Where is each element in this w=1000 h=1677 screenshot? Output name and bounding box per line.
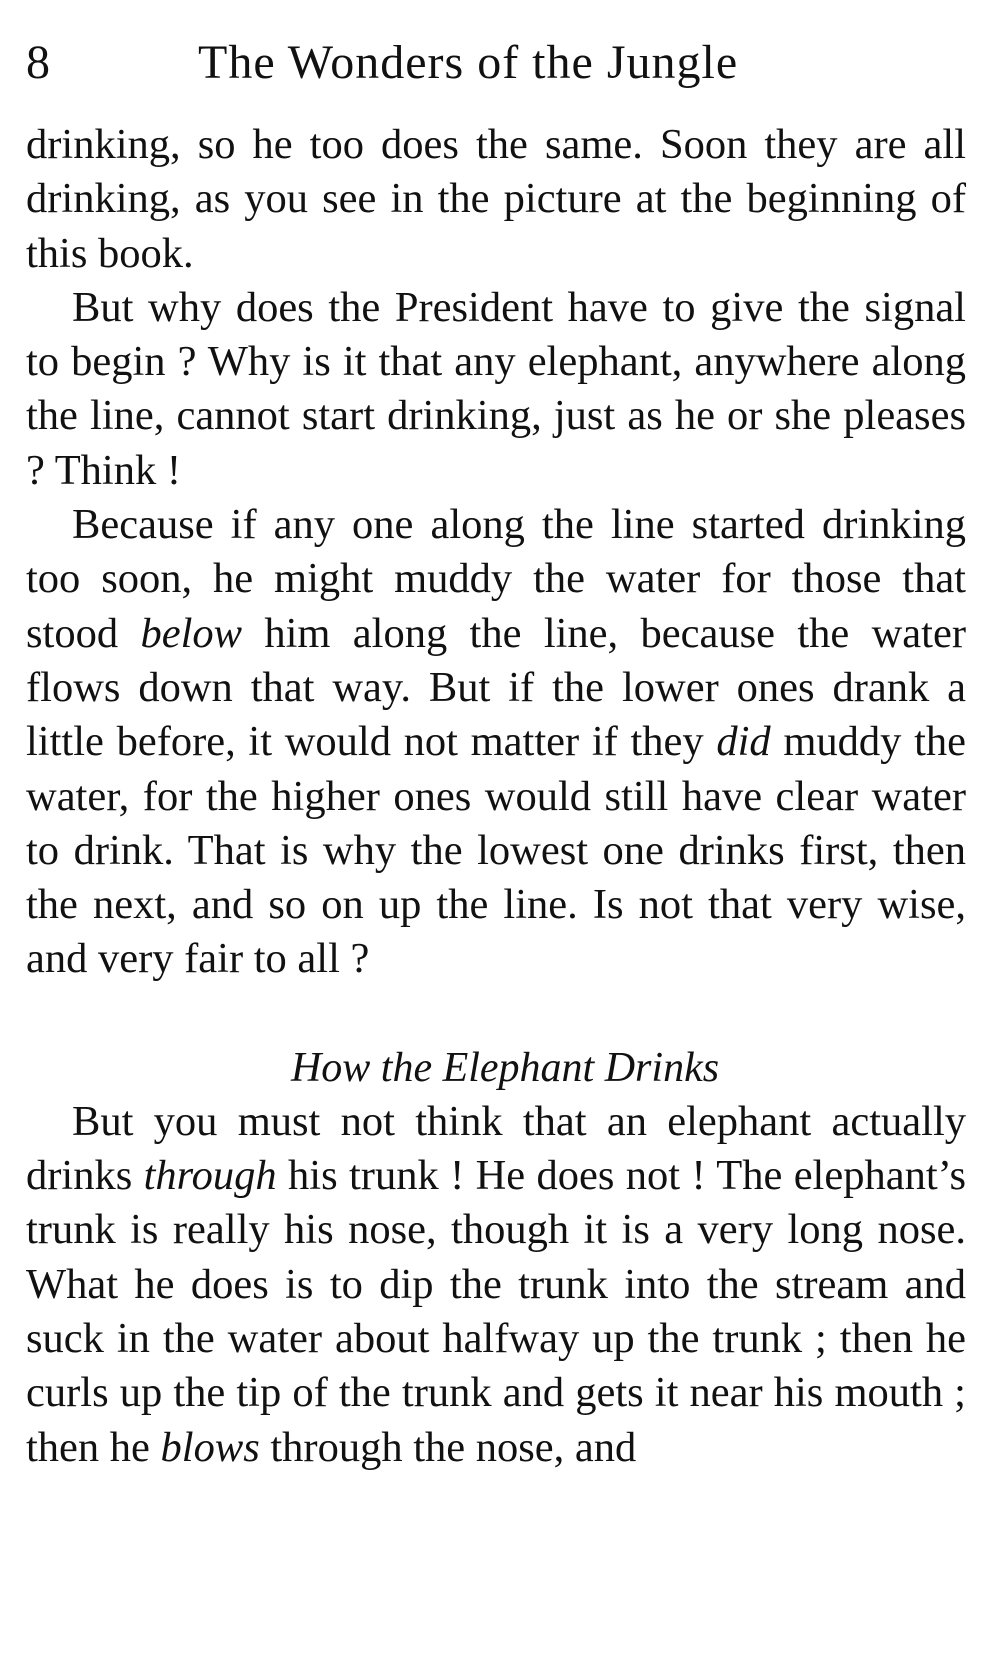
paragraph-text: But you must not think that an elephant actually drinks: [26, 1097, 966, 1200]
paragraph-text: him along the line, because the water flows down that way. But if the lower ones drank a little before, it would not matter if they: [26, 609, 966, 766]
section-heading: How the Elephant Drinks: [290, 1044, 720, 1091]
paragraph-president-signal: But why does the President have to give the signal to begin ? Why is it that any elephant, anywhere along the line, cannot start drinking, just as he or she pleases ? Think !: [26, 283, 966, 494]
page-number: 8: [26, 36, 50, 89]
italic-emphasis: through: [143, 1152, 277, 1200]
paragraph-text: through the nose, and: [259, 1423, 637, 1471]
body-text: [26, 118, 966, 1475]
paragraph-continued: drinking, so he too does the same. Soon they are all drinking, as you see in the picture at the beginning of this book.: [26, 121, 966, 277]
italic-emphasis: below: [140, 609, 242, 657]
paragraph-text: Because if any one along the line started drinking too soon, he might muddy the water for those that stood: [26, 501, 966, 657]
paragraph-how-elephant-drinks: [26, 1095, 966, 1475]
running-title: The Wonders of the Jungle: [198, 36, 739, 89]
running-head: [26, 28, 966, 98]
italic-emphasis: blows: [160, 1423, 260, 1471]
paragraph-text: his trunk ! He does not ! The elephant’s trunk is really his nose, though it is a very long nose. What he does is to dip the trunk into the stream and suck in the water about halfway up the trunk ; then he curls up the tip of the trunk and gets it near his mouth ; then he: [26, 1152, 966, 1471]
paragraph-text: muddy the water, for the higher ones would still have clear water to drink. That is why the lowest one drinks first, then the next, and so on up the line. Is not that very wise, and very fair to all ?: [26, 718, 967, 983]
italic-emphasis: did: [716, 718, 771, 766]
paragraph-muddy-water: [26, 498, 966, 987]
